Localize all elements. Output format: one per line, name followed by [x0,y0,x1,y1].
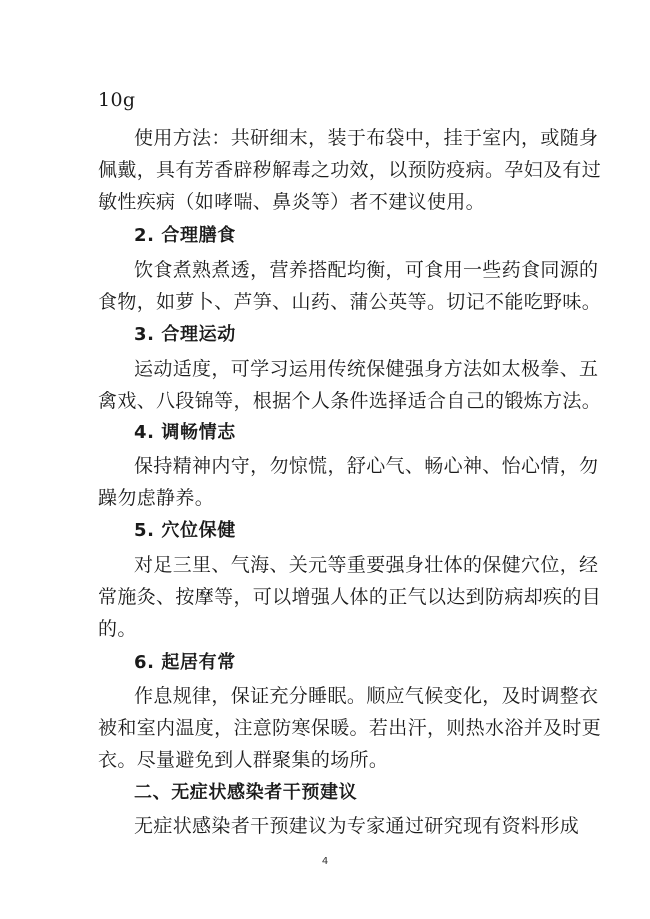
section-heading: 6. 起居有常 [134,652,236,673]
body-text-line: 佩戴，具有芳香辟秽解毒之功效，以预防疫病。孕妇及有过 [98,159,602,181]
page-number: 4 [321,856,329,867]
body-text-line: 饮食煮熟煮透，营养搭配均衡，可食用一些药食同源的 [134,259,599,281]
body-text-line: 运动适度，可学习运用传统保健强身方法如太极拳、五 [134,358,599,380]
body-text-line: 对足三里、气海、关元等重要强身壮体的保健穴位，经 [134,554,599,576]
section-heading: 3. 合理运动 [134,324,236,345]
body-text-line: 被和室内温度，注意防寒保暖。若出汗，则热水浴并及时更 [98,717,602,739]
section-heading: 4. 调畅情志 [134,422,236,443]
body-text-line: 禽戏、八段锦等，根据个人条件选择适合自己的锻炼方法。 [98,390,602,412]
body-text-line: 的。 [98,618,137,640]
body-text-line: 敏性疾病（如哮喘、鼻炎等）者不建议使用。 [98,191,486,213]
chapter-heading: 二、无症状感染者干预建议 [134,782,358,803]
section-heading: 5. 穴位保健 [134,520,236,541]
body-text-line: 躁勿虑静养。 [98,487,215,509]
body-text-line: 10g [98,89,136,111]
body-text-line: 食物，如萝卜、芦笋、山药、蒲公英等。切记不能吃野味。 [98,291,602,313]
body-text-line: 使用方法：共研细末，装于布袋中，挂于室内，或随身 [134,127,599,149]
body-text-line: 衣。尽量避免到人群聚集的场所。 [98,749,389,771]
body-text-line: 作息规律，保证充分睡眠。顺应气候变化，及时调整衣 [134,685,599,707]
section-heading: 2. 合理膳食 [134,225,236,246]
body-text-line: 无症状感染者干预建议为专家通过研究现有资料形成 [134,815,580,837]
body-text-line: 常施灸、按摩等，可以增强人体的正气以达到防病却疾的目 [98,586,602,608]
body-text-line: 保持精神内守，勿惊慌，舒心气、畅心神、怡心情，勿 [134,455,599,477]
